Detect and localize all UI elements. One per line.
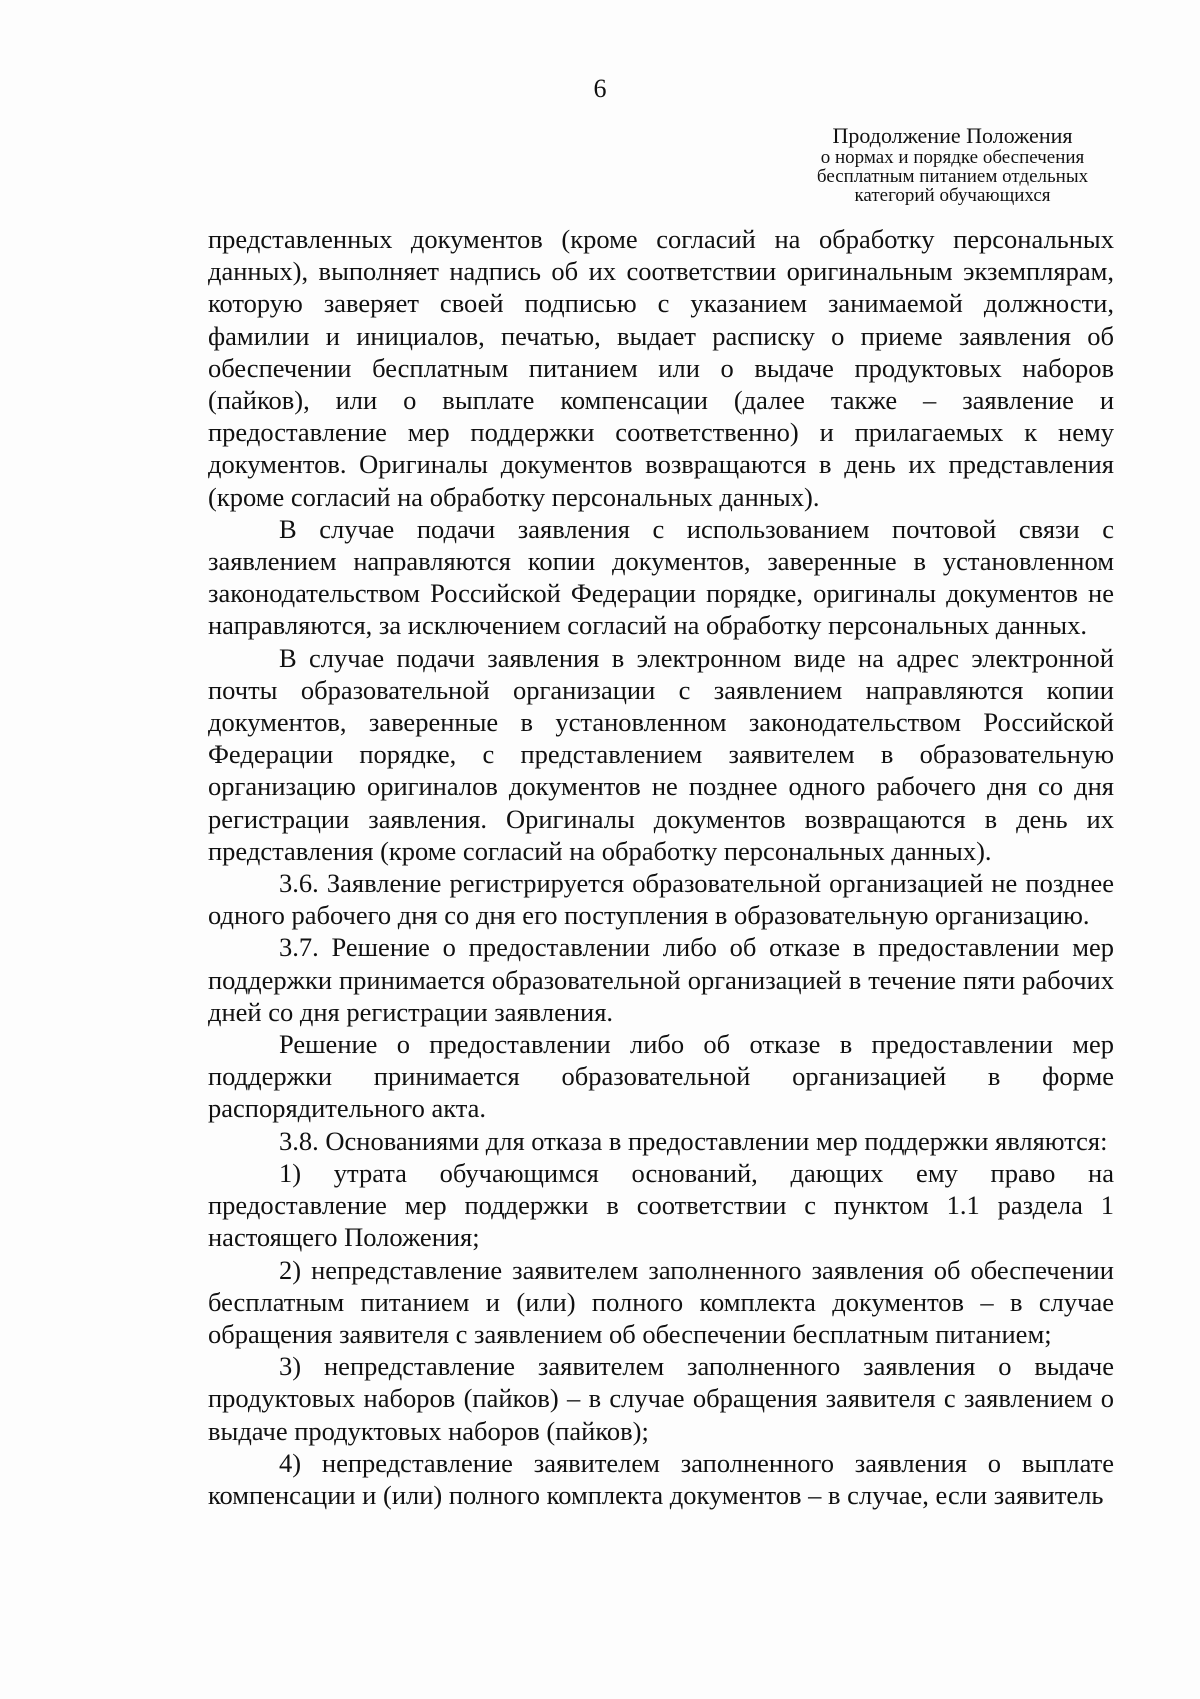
header-line: о нормах и порядке обеспечения bbox=[820, 147, 1085, 168]
list-item: 3) непредставление заявителем заполненного заявления о выдаче продуктовых наборов (пайков) – в случае обращения заявителя с заявлением о выдаче продуктовых наборов (пайков); bbox=[208, 1351, 1114, 1446]
clause-3-8: 3.8. Основаниями для отказа в предоставлении мер поддержки являются: bbox=[279, 1125, 1108, 1156]
clause-3-7: 3.7. Решение о предоставлении либо об отказе в предоставлении мер поддержки принимается образовательной организацией в течение пяти рабочих дней со дня регистрации заявления. bbox=[208, 932, 1114, 1027]
continuation-header bbox=[790, 124, 1115, 205]
page-number: 6 bbox=[593, 74, 607, 103]
document-body bbox=[208, 223, 1114, 1511]
paragraph: В случае подачи заявления с использованием почтовой связи с заявлением направляются копии документов, заверенные в установленном законодательством Российской Федерации порядке, оригиналы документов не направляются, за исключением согласий на обработку персональных данных. bbox=[208, 513, 1114, 641]
list-item: 4) непредставление заявителем заполненного заявления о выплате компенсации и (или) полного комплекта документов – в случае, если заявитель bbox=[208, 1447, 1114, 1510]
paragraph: Решение о предоставлении либо об отказе в предоставлении мер поддержки принимается образовательной организацией в форме распорядительного акта. bbox=[208, 1029, 1114, 1124]
header-line: бесплатным питанием отдельных bbox=[816, 166, 1089, 187]
header-title: Продолжение Положения bbox=[832, 123, 1073, 148]
header-line: категорий обучающихся bbox=[854, 185, 1051, 206]
paragraph: представленных документов (кроме согласий на обработку персональных данных), выполняет надпись об их соответствии оригинальным экземплярам, которую заверяет своей подписью с указанием занимаемой должности, фамилии и инициалов, печатью, выдает расписку о приеме заявления об обеспечении бесплатным питанием или о выдаче продуктовых наборов (пайков), или о выплате компенсации (далее также – заявление и предоставление мер поддержки соответственно) и прилагаемых к нему документов. Оригиналы документов возвращаются в день их представления (кроме согласий на обработку персональных данных). bbox=[208, 224, 1114, 512]
list-item: 1) утрата обучающимся оснований, дающих ему право на предоставление мер поддержки в соответствии с пунктом 1.1 раздела 1 настоящего Положения; bbox=[208, 1157, 1114, 1253]
list-item: 2) непредставление заявителем заполненного заявления об обеспечении бесплатным питанием и (или) полного комплекта документов – в случае обращения заявителя с заявлением об обеспечении бесплатным питанием; bbox=[208, 1254, 1114, 1349]
paragraph: В случае подачи заявления в электронном виде на адрес электронной почты образовательной организации с заявлением направляются копии документов, заверенные в установленном законодательством Российской Федерации порядке, с представлением заявителем в образовательную организацию оригиналов документов не позднее одного рабочего дня со дня регистрации заявления. Оригиналы документов возвращаются в день их представления (кроме согласий на обработку персональных данных). bbox=[208, 642, 1114, 866]
clause-3-6: 3.6. Заявление регистрируется образовательной организацией не позднее одного рабочего дня со дня его поступления в образовательную организацию. bbox=[208, 868, 1114, 931]
